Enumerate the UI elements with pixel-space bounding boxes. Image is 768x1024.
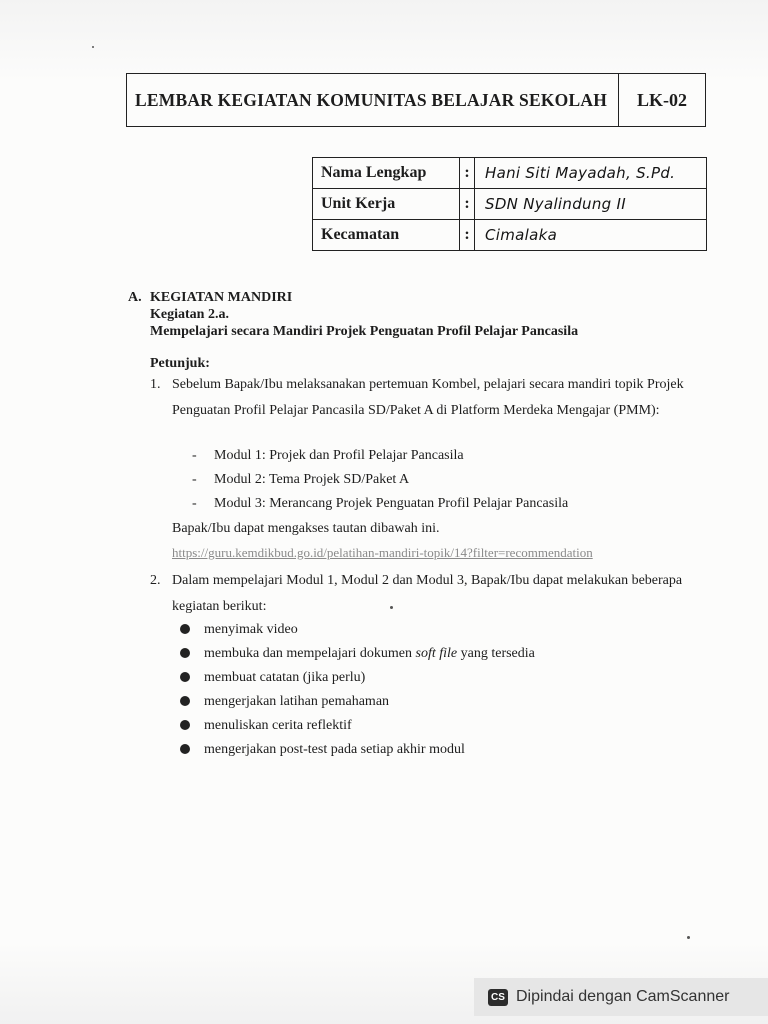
- activity-subtitle: Mempelajari secara Mandiri Projek Penguatan Profil Pelajar Pancasila: [150, 324, 579, 339]
- activity-text: mengerjakan post-test pada setiap akhir modul: [204, 742, 465, 757]
- activity-item: [180, 666, 535, 690]
- platform-link[interactable]: https://guru.kemdikbud.go.id/pelatihan-mandiri-topik/14?filter=recommendation: [172, 545, 593, 560]
- identity-colon: :: [460, 189, 475, 220]
- module-list: [192, 448, 568, 520]
- activity-list: [180, 618, 535, 762]
- identity-value-handwritten: Hani Siti Mayadah, S.Pd.: [475, 158, 707, 189]
- section-letter: A.: [128, 290, 142, 305]
- scan-speck: [390, 606, 393, 609]
- dash-marker: -: [192, 496, 197, 511]
- identity-label: Unit Kerja: [313, 189, 460, 220]
- item-text: Dalam mempelajari Modul 1, Modul 2 dan Modul 3, Bapak/Ibu dapat melakukan beberapa kegiatan berikut:: [172, 573, 683, 614]
- identity-row-district: [313, 220, 707, 251]
- instruction-item-1: [150, 372, 690, 424]
- dash-marker: -: [192, 448, 197, 463]
- activity-item: [180, 618, 535, 642]
- item-number: 2.: [150, 573, 161, 588]
- identity-colon: :: [460, 220, 475, 251]
- item-text: Sebelum Bapak/Ibu melaksanakan pertemuan Kombel, pelajari secara mandiri topik Projek Penguatan Profil Pelajar Pancasila SD/Paket A di Platform Merdeka Mengajar (PMM):: [172, 377, 684, 418]
- bullet-icon: [180, 648, 190, 658]
- scan-speck: [687, 936, 690, 939]
- identity-value-handwritten: Cimalaka: [475, 220, 707, 251]
- activity-text: membuka dan mempelajari dokumen soft file yang tersedia: [204, 646, 535, 661]
- module-item: [192, 496, 568, 520]
- activity-item: [180, 738, 535, 762]
- module-text: Modul 1: Projek dan Profil Pelajar Pancasila: [214, 448, 464, 463]
- activity-item: [180, 690, 535, 714]
- bullet-icon: [180, 672, 190, 682]
- access-text: Bapak/Ibu dapat mengakses tautan dibawah ini.: [172, 521, 440, 536]
- dash-marker: -: [192, 472, 197, 487]
- module-item: [192, 448, 568, 472]
- camscanner-logo-icon: CS: [488, 989, 508, 1006]
- section-heading: [128, 290, 688, 306]
- module-text: Modul 3: Merancang Projek Penguatan Profil Pelajar Pancasila: [214, 496, 569, 511]
- bullet-icon: [180, 720, 190, 730]
- activity-text: membuat catatan (jika perlu): [204, 670, 366, 685]
- worksheet-code: LK-02: [636, 89, 687, 110]
- activity-text: mengerjakan latihan pemahaman: [204, 694, 390, 709]
- bullet-icon: [180, 624, 190, 634]
- activity-label: Kegiatan 2.a.: [150, 307, 229, 322]
- identity-row-unit: [313, 189, 707, 220]
- bullet-icon: [180, 744, 190, 754]
- activity-item: [180, 642, 535, 666]
- identity-value-handwritten: SDN Nyalindung II: [475, 189, 707, 220]
- activity-item: [180, 714, 535, 738]
- activity-text: menuliskan cerita reflektif: [204, 718, 352, 733]
- bullet-icon: [180, 696, 190, 706]
- identity-label: Kecamatan: [313, 220, 460, 251]
- instructions-heading: Petunjuk:: [150, 356, 210, 371]
- item-number: 1.: [150, 377, 161, 392]
- activity-text: menyimak video: [204, 622, 298, 637]
- section-a: [128, 290, 688, 340]
- identity-table: [312, 157, 707, 251]
- identity-label: Nama Lengkap: [313, 158, 460, 189]
- watermark-text: Dipindai dengan CamScanner: [516, 988, 730, 1005]
- instruction-item-2: [150, 568, 690, 620]
- worksheet-header: [126, 73, 706, 127]
- scan-speck: [92, 46, 94, 48]
- identity-colon: :: [460, 158, 475, 189]
- camscanner-watermark: [474, 978, 768, 1016]
- section-title: KEGIATAN MANDIRI: [150, 290, 293, 305]
- module-item: [192, 472, 568, 496]
- worksheet-title: LEMBAR KEGIATAN KOMUNITAS BELAJAR SEKOLAH: [127, 74, 619, 126]
- module-text: Modul 2: Tema Projek SD/Paket A: [214, 472, 410, 487]
- identity-row-name: [313, 158, 707, 189]
